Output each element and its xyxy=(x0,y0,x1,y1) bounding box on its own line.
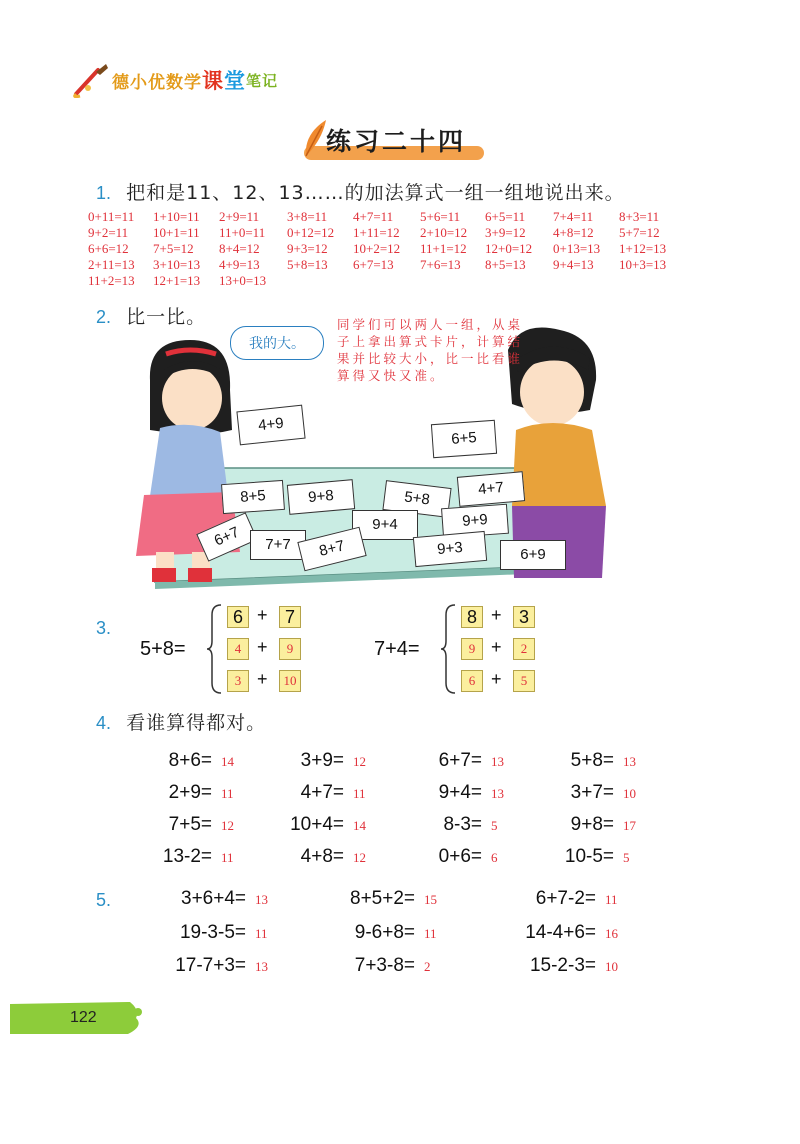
card-girl: 4+9 xyxy=(236,405,305,446)
q3-right-plus: + xyxy=(491,637,502,657)
q3-left-plus: + xyxy=(257,637,268,657)
q5-expression: 9-6+8= xyxy=(354,922,415,943)
q3-left-plus: + xyxy=(257,605,268,625)
q5-number: 5. xyxy=(96,890,112,910)
answer-equation: 12+0=12 xyxy=(485,241,533,256)
q3-left-lhs: 5+8= xyxy=(140,638,186,660)
q5-answer: 10 xyxy=(605,959,618,974)
q3-right-lhs: 7+4= xyxy=(374,638,420,660)
brush-icon xyxy=(72,62,112,98)
q5-expression: 8+5+2= xyxy=(350,888,415,909)
q4-answer: 14 xyxy=(221,754,234,769)
answer-equation: 0+13=13 xyxy=(553,241,601,256)
q4-answer: 13 xyxy=(623,754,636,769)
answer-equation: 1+10=11 xyxy=(153,209,200,224)
q3-number: 3. xyxy=(96,618,112,638)
q4-heading xyxy=(96,708,266,735)
answer-equation: 7+4=11 xyxy=(553,209,594,224)
q4-expression: 9+4= xyxy=(438,782,482,803)
answer-equation: 11+1=12 xyxy=(420,241,467,256)
q3-left-box-a: 4 xyxy=(227,638,249,660)
q3-right-plus: + xyxy=(491,669,502,689)
card-table-8: 7+7 xyxy=(250,530,306,560)
answer-equation: 13+0=13 xyxy=(219,273,267,288)
answer-equation: 3+10=13 xyxy=(153,257,201,272)
q1-answer-grid xyxy=(88,209,688,289)
q1-heading xyxy=(96,178,625,205)
answer-equation: 0+12=12 xyxy=(287,225,335,240)
q4-expression: 0+6= xyxy=(438,846,482,867)
instruction-note: 同学们可以两人一组，从桌子上拿出算式卡片，计算结果并比较大小，比一比看谁算得又快又准。 xyxy=(337,317,524,383)
q4-expression: 8+6= xyxy=(168,750,212,771)
answer-equation: 0+11=11 xyxy=(88,209,135,224)
q3-left-box-b: 9 xyxy=(279,638,301,660)
card-table-3: 5+8 xyxy=(382,480,451,518)
brand-text-3: 堂 xyxy=(224,69,246,93)
answer-equation: 11+0=11 xyxy=(219,225,266,240)
q4-expression: 2+9= xyxy=(168,782,212,803)
q3-right-box-a: 8 xyxy=(461,606,483,628)
answer-equation: 8+5=13 xyxy=(485,257,526,272)
q3-right-box-b: 2 xyxy=(513,638,535,660)
lesson-title-text: 练习二十四 xyxy=(326,127,467,156)
q3-left-plus: + xyxy=(257,669,268,689)
q4-answer: 13 xyxy=(491,786,504,801)
q4-expression: 5+8= xyxy=(570,750,614,771)
answer-equation: 12+1=13 xyxy=(153,273,201,288)
q4-expression: 4+8= xyxy=(300,846,344,867)
q5-answer: 11 xyxy=(605,892,618,907)
q4-number: 4. xyxy=(96,713,112,733)
q3-right-plus: + xyxy=(491,605,502,625)
q5-answer: 11 xyxy=(255,926,268,941)
speech-bubble-text: 我的大。 xyxy=(249,336,305,352)
q5-answer: 13 xyxy=(255,959,268,974)
q3-left-box-b: 7 xyxy=(279,606,301,628)
answer-row xyxy=(88,273,688,289)
answer-equation: 2+11=13 xyxy=(88,257,135,272)
q5-answer: 2 xyxy=(424,959,431,974)
card-table-4: 4+7 xyxy=(457,471,525,507)
q4-expression: 10-5= xyxy=(564,846,614,867)
card-table-2: 9+8 xyxy=(287,479,355,515)
q4-answer: 12 xyxy=(221,818,234,833)
q2-text: 比一比。 xyxy=(126,306,207,328)
answer-equation: 4+7=11 xyxy=(353,209,394,224)
page-number: 122 xyxy=(70,1009,97,1026)
q4-answer: 6 xyxy=(491,850,498,865)
q5-answer: 16 xyxy=(605,926,618,941)
q3-right-box-b: 3 xyxy=(513,606,535,628)
q4-answer: 11 xyxy=(353,786,366,801)
q5-expression: 7+3-8= xyxy=(354,955,415,976)
brand-header xyxy=(72,60,278,100)
q3-left-box-b: 10 xyxy=(279,670,301,692)
answer-equation: 2+10=12 xyxy=(420,225,468,240)
q3-right-box-b: 5 xyxy=(513,670,535,692)
q4-answer: 13 xyxy=(491,754,504,769)
q5-answer: 11 xyxy=(424,926,437,941)
answer-equation: 5+6=11 xyxy=(420,209,461,224)
speech-bubble xyxy=(230,326,324,360)
answer-equation: 10+1=11 xyxy=(153,225,200,240)
q4-expression: 7+5= xyxy=(168,814,212,835)
q5-answer: 15 xyxy=(424,892,437,907)
q5-expression: 17-7+3= xyxy=(175,955,246,976)
q4-answer: 14 xyxy=(353,818,366,833)
card-table-5: 9+4 xyxy=(352,510,418,540)
answer-equation: 6+5=11 xyxy=(485,209,526,224)
answer-equation: 1+11=12 xyxy=(353,225,400,240)
q5-answer: 13 xyxy=(255,892,268,907)
lesson-title xyxy=(300,118,490,164)
answer-equation: 8+4=12 xyxy=(219,241,260,256)
q3-left-box-a: 3 xyxy=(227,670,249,692)
brand-text-1: 德小优数学 xyxy=(112,72,202,93)
q3-left-brace xyxy=(206,603,224,695)
q3-right-box-a: 6 xyxy=(461,670,483,692)
q5-expression: 6+7-2= xyxy=(535,888,596,909)
card-table-9: 8+7 xyxy=(297,527,366,572)
answer-equation: 1+12=13 xyxy=(619,241,667,256)
answer-equation: 6+6=12 xyxy=(88,241,129,256)
answer-equation: 10+3=13 xyxy=(619,257,667,272)
q4-answer: 12 xyxy=(353,850,366,865)
q3-right-brace xyxy=(440,603,458,695)
card-table-11: 6+9 xyxy=(500,540,566,570)
q4-answer: 12 xyxy=(353,754,366,769)
q4-answer: 10 xyxy=(623,786,636,801)
q4-expression: 3+9= xyxy=(300,750,344,771)
q1-number: 1. xyxy=(96,183,112,203)
q4-expression: 9+8= xyxy=(570,814,614,835)
answer-equation: 9+4=13 xyxy=(553,257,594,272)
answer-equation: 7+5=12 xyxy=(153,241,194,256)
answer-equation: 4+9=13 xyxy=(219,257,260,272)
answer-equation: 6+7=13 xyxy=(353,257,394,272)
answer-equation: 9+2=11 xyxy=(88,225,129,240)
answer-equation: 4+8=12 xyxy=(553,225,594,240)
answer-equation: 8+3=11 xyxy=(619,209,660,224)
card-table-1: 8+5 xyxy=(221,480,285,514)
q4-answer: 5 xyxy=(623,850,630,865)
q4-expression: 8-3= xyxy=(443,814,482,835)
q4-expression: 10+4= xyxy=(290,814,344,835)
answer-row xyxy=(88,209,688,225)
answer-equation: 5+7=12 xyxy=(619,225,660,240)
answer-row xyxy=(88,241,688,257)
q5-expression: 14-4+6= xyxy=(525,922,596,943)
q4-answer: 11 xyxy=(221,850,234,865)
q4-answer: 5 xyxy=(491,818,498,833)
q5-expression: 15-2-3= xyxy=(529,955,596,976)
answer-equation: 11+2=13 xyxy=(88,273,135,288)
q4-expression: 6+7= xyxy=(438,750,482,771)
answer-equation: 9+3=12 xyxy=(287,241,328,256)
card-table-6: 9+9 xyxy=(441,504,509,539)
card-table-7: 6+7 xyxy=(196,512,258,561)
q5-expression: 19-3-5= xyxy=(179,922,246,943)
q3-right-box-a: 9 xyxy=(461,638,483,660)
q4-expression: 3+7= xyxy=(570,782,614,803)
answer-row xyxy=(88,257,688,273)
answer-equation: 2+9=11 xyxy=(219,209,260,224)
q3-left-box-a: 6 xyxy=(227,606,249,628)
q4-expression: 4+7= xyxy=(300,782,344,803)
answer-row xyxy=(88,225,688,241)
brand-text-2: 课 xyxy=(202,69,224,93)
answer-equation: 5+8=13 xyxy=(287,257,328,272)
answer-equation: 10+2=12 xyxy=(353,241,401,256)
q5-expression: 3+6+4= xyxy=(181,888,246,909)
q1-text: 把和是11、12、13……的加法算式一组一组地说出来。 xyxy=(126,182,625,204)
q4-answer: 11 xyxy=(221,786,234,801)
brand-text-4: 笔记 xyxy=(246,71,279,90)
answer-equation: 7+6=13 xyxy=(420,257,461,272)
answer-equation: 3+8=11 xyxy=(287,209,328,224)
card-table-10: 9+3 xyxy=(413,531,487,567)
q4-text: 看谁算得都对。 xyxy=(126,712,267,734)
card-boy: 6+5 xyxy=(431,420,497,458)
q4-expression: 13-2= xyxy=(162,846,212,867)
q2-number: 2. xyxy=(96,307,112,327)
q4-answer: 17 xyxy=(623,818,636,833)
answer-equation: 3+9=12 xyxy=(485,225,526,240)
